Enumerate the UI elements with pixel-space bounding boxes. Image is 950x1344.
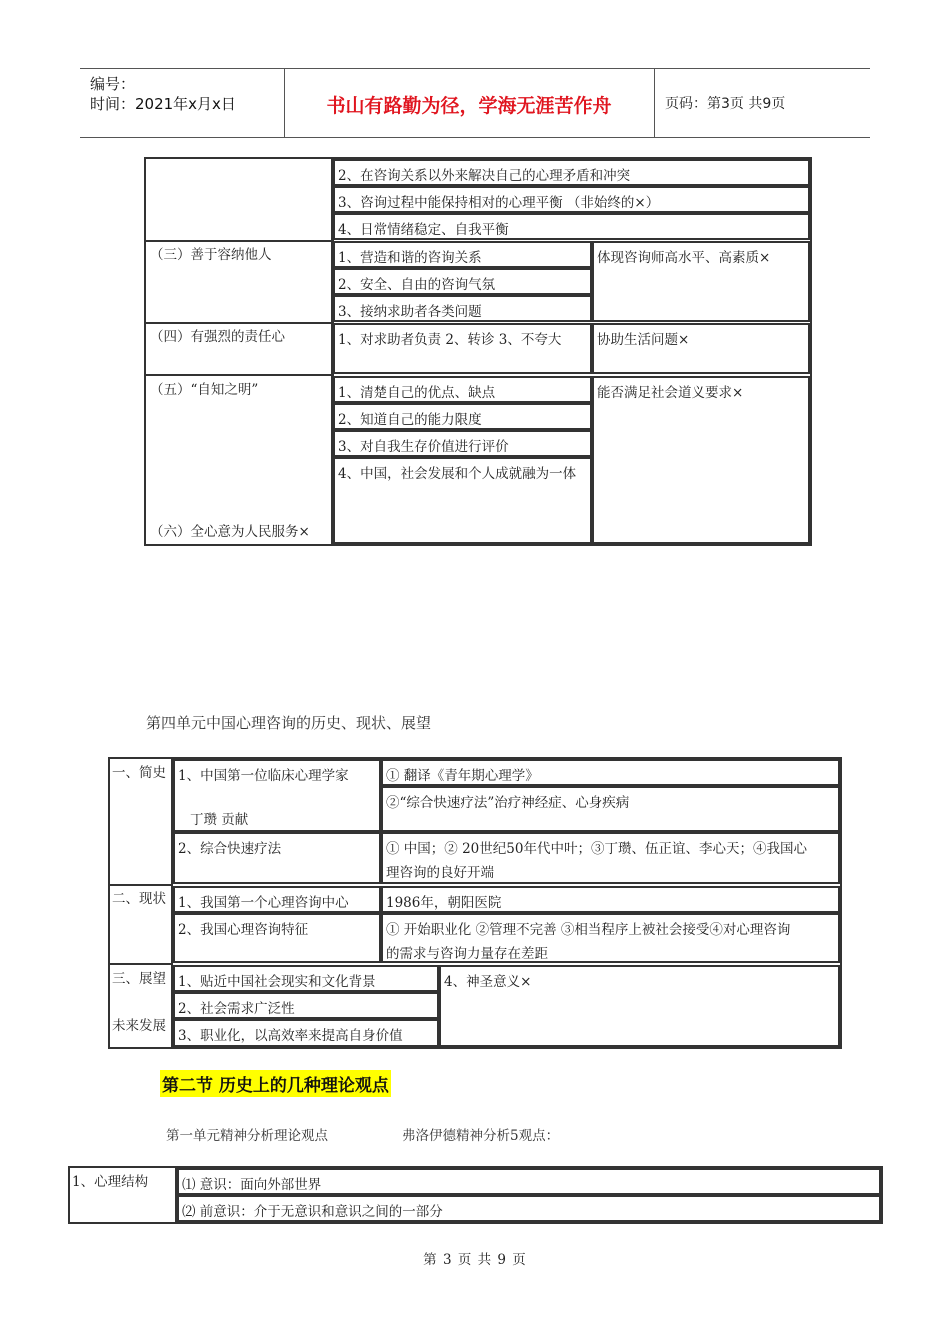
table-cell: [173, 886, 381, 913]
table-cell: [333, 213, 810, 240]
table-cell: [333, 186, 810, 213]
trait-cell: （三）善于容纳他人: [150, 247, 272, 263]
table-cell: [439, 965, 840, 1047]
unit-title: 第四单元中国心理咨询的历史、现状、展望: [146, 714, 432, 732]
cell-text: 的需求与咨询力量存在差距: [386, 946, 548, 962]
cell-text: 1、营造和谐的咨询关系: [338, 250, 482, 266]
cell-text: 3、咨询过程中能保持相对的心理平衡 （非始终的×）: [338, 195, 660, 211]
cell-text: 3、对自我生存价值进行评价: [338, 439, 509, 455]
cell-text: 丁瓒 贡献: [190, 812, 249, 828]
cell-text: 1、我国第一个心理咨询中心: [178, 895, 349, 911]
document-number-label: 编号：: [90, 75, 136, 93]
header-motto-cell: [284, 69, 655, 137]
table-cell: [333, 376, 592, 403]
cell-text: 1986年，朝阳医院: [386, 895, 502, 911]
row-divider: [108, 884, 173, 886]
cell-text: 体现咨询师高水平、高素质×: [597, 250, 771, 266]
cell-text: 4、中国，社会发展和个人成就融为一体: [338, 466, 577, 482]
header-motto: 书山有路勤为径，学海无涯苦作舟: [326, 95, 612, 117]
table-cell: [333, 430, 592, 457]
table-cell: [173, 832, 381, 884]
cell-text: 能否满足社会道义要求×: [597, 385, 744, 401]
table-cell: [333, 295, 592, 322]
cell-text: ① 翻译《青年期心理学》: [386, 768, 539, 784]
row-divider: [144, 240, 334, 242]
table-cell: [333, 403, 592, 430]
category-label: 未来发展: [112, 1018, 166, 1034]
cell-text: 1、中国第一位临床心理学家: [178, 768, 349, 784]
cell-text: ① 开始职业化 ②管理不完善 ③相当程序上被社会接受④对心理咨询: [386, 922, 791, 938]
table-cell: [592, 376, 810, 544]
cell-text: 2、社会需求广泛性: [178, 1001, 295, 1017]
table-cell: [381, 913, 840, 963]
table-cell: [333, 323, 592, 374]
document-date: 时间：2021年x月x日: [90, 95, 236, 113]
table-cell: [381, 786, 840, 832]
category-label: 三、展望: [112, 971, 166, 987]
table-cell: [381, 832, 840, 884]
table-cell: [381, 759, 840, 786]
header-meta-cell: [80, 69, 285, 137]
cell-text: 2、我国心理咨询特征: [178, 922, 309, 938]
header-page-info: 页码：第3页 共9页: [665, 96, 786, 112]
cell-text: 1、对求助者负责 2、转诊 3、不夸大: [338, 332, 562, 348]
unit-title: 第一单元精神分析理论观点: [166, 1128, 328, 1144]
category-label: 一、简史: [112, 765, 166, 781]
row-divider: [144, 322, 334, 324]
table-cell: [333, 457, 592, 544]
table-cell: [177, 1168, 881, 1195]
table-cell: [333, 159, 810, 186]
table-cell: [381, 886, 840, 913]
table-cell: [177, 1195, 881, 1222]
table-cell: [173, 913, 381, 963]
cell-text: 2、知道自己的能力限度: [338, 412, 482, 428]
cell-text: 协助生活问题×: [597, 332, 690, 348]
cell-text: ① 中国；② 20世纪50年代中叶；③丁瓒、伍正谊、李心天；④我国心: [386, 841, 807, 857]
page-header: [80, 68, 870, 138]
table-cell: [592, 241, 810, 322]
row-divider: [144, 374, 334, 376]
cell-text: 2、综合快速疗法: [178, 841, 282, 857]
table-cell: [333, 241, 592, 268]
cell-text: 2、在咨询关系以外来解决自己的心理矛盾和冲突: [338, 168, 631, 184]
table-cell: [173, 965, 439, 992]
section-title: 第二节 历史上的几种理论观点: [160, 1070, 391, 1097]
row-divider: [108, 963, 173, 965]
header-page-cell: [655, 69, 870, 137]
cell-text: ⑴ 意识：面向外部世界: [182, 1177, 322, 1193]
unit-subtitle: 弗洛伊德精神分析5观点：: [402, 1128, 560, 1144]
cell-text: ⑵ 前意识：介于无意识和意识之间的一部分: [182, 1204, 443, 1220]
table-cell: [173, 992, 439, 1019]
cell-text: 4、日常情绪稳定、自我平衡: [338, 222, 509, 238]
cell-text: 3、接纳求助者各类问题: [338, 304, 482, 320]
trait-cell: （五）“自知之明”: [150, 382, 259, 398]
category-label: 二、现状: [112, 891, 166, 907]
table-cell: [592, 323, 810, 374]
trait-cell: （六）全心意为人民服务×: [150, 524, 310, 540]
table-cell: [173, 1019, 439, 1047]
cell-text: 1、贴近中国社会现实和文化背景: [178, 974, 376, 990]
cell-text: ②“综合快速疗法”治疗神经症、心身疾病: [386, 795, 630, 811]
cell-text: 4、神圣意义×: [444, 974, 532, 990]
page-footer: 第 3 页 共 9 页: [423, 1252, 527, 1268]
trait-cell: （四）有强烈的责任心: [150, 329, 285, 345]
cell-text: 3、职业化，以高效率来提高自身价值: [178, 1028, 403, 1044]
cell-text: 1、清楚自己的优点、缺点: [338, 385, 496, 401]
category-label: 1、心理结构: [72, 1174, 149, 1190]
table-cell: [333, 268, 592, 295]
cell-text: 理咨询的良好开端: [386, 865, 494, 881]
cell-text: 2、安全、自由的咨询气氛: [338, 277, 496, 293]
